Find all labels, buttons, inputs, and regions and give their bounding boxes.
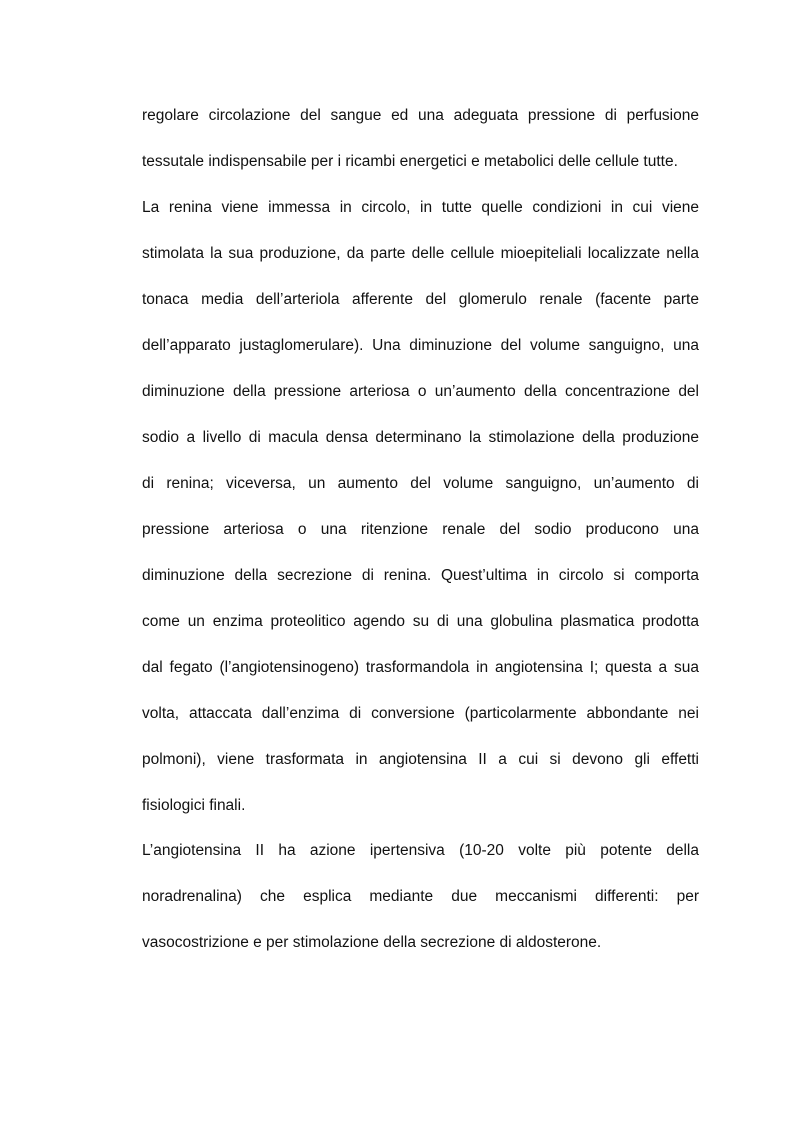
- text-line: come un enzima proteolitico agendo su di una globulina plasmatica prodotta: [142, 613, 699, 630]
- text-line: dell’apparato justaglomerulare). Una diminuzione del volume sanguigno, una: [142, 337, 699, 354]
- text-line: tonaca media dell’arteriola afferente del glomerulo renale (facente parte: [142, 291, 699, 308]
- text-line: polmoni), viene trasformata in angiotensina II a cui si devono gli effetti: [142, 751, 699, 768]
- text-line: di renina; viceversa, un aumento del volume sanguigno, un’aumento di: [142, 475, 699, 492]
- text-line: noradrenalina) che esplica mediante due meccanismi differenti: per: [142, 888, 699, 905]
- text-line: diminuzione della pressione arteriosa o un’aumento della concentrazione del: [142, 383, 699, 400]
- text-line: sodio a livello di macula densa determinano la stimolazione della produzione: [142, 429, 699, 446]
- text-line: diminuzione della secrezione di renina. Quest’ultima in circolo si comporta: [142, 567, 699, 584]
- text-line: pressione arteriosa o una ritenzione renale del sodio producono una: [142, 521, 699, 538]
- text-line: tessutale indispensabile per i ricambi energetici e metabolici delle cellule tutte.: [142, 153, 678, 170]
- text-line: volta, attaccata dall’enzima di conversione (particolarmente abbondante nei: [142, 705, 699, 722]
- text-line: stimolata la sua produzione, da parte delle cellule mioepiteliali localizzate nella: [142, 245, 699, 262]
- text-line: regolare circolazione del sangue ed una adeguata pressione di perfusione: [142, 107, 699, 124]
- text-line: L’angiotensina II ha azione ipertensiva (10-20 volte più potente della: [142, 842, 699, 859]
- text-line: vasocostrizione e per stimolazione della secrezione di aldosterone.: [142, 934, 602, 951]
- text-line: La renina viene immessa in circolo, in tutte quelle condizioni in cui viene: [142, 199, 699, 216]
- text-line: fisiologici finali.: [142, 797, 246, 814]
- text-line: dal fegato (l’angiotensinogeno) trasformandola in angiotensina I; questa a sua: [142, 659, 699, 676]
